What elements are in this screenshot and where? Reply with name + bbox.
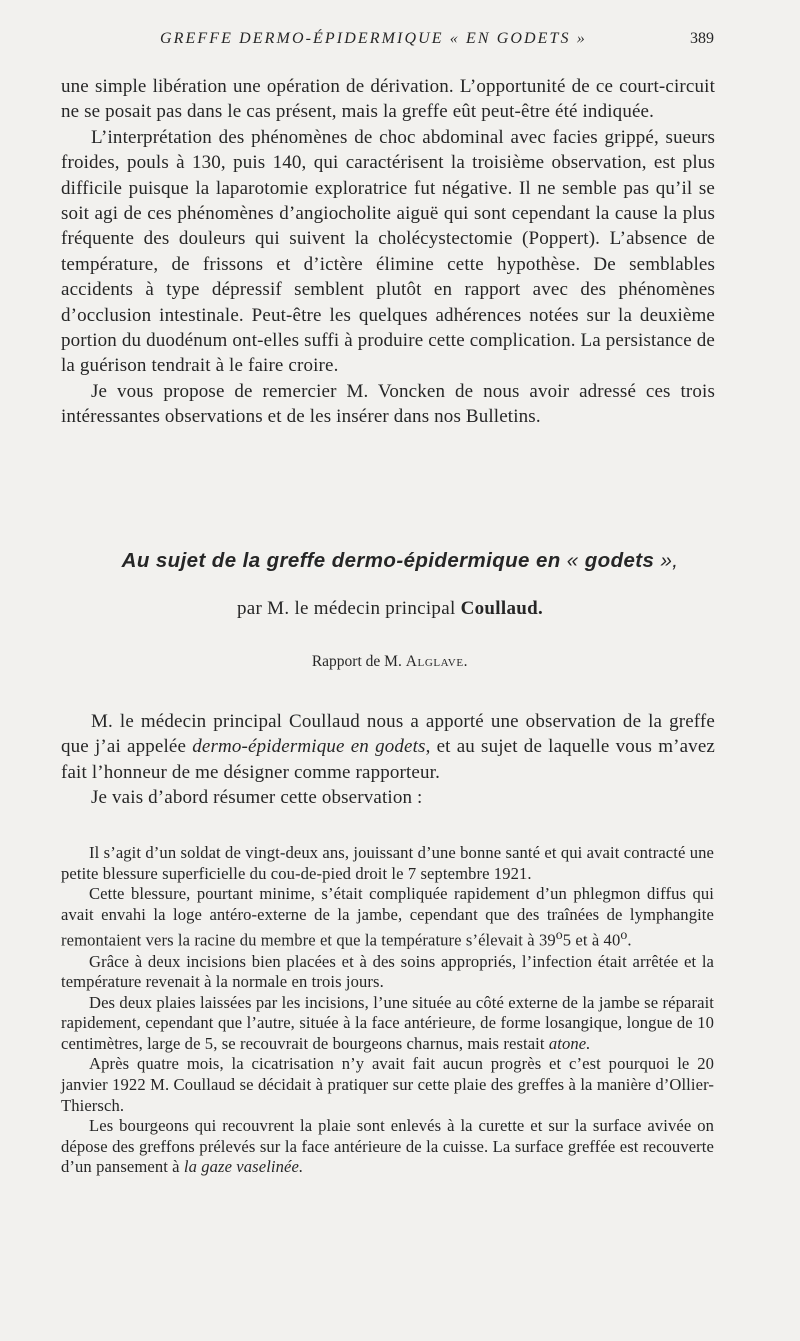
paragraph: Grâce à deux incisions bien placées et à des soins appropriés, l’infection était arrêtée et la température revenait à la normale en trois jours. [61,951,714,992]
text-run: 5 et à 40 [562,930,621,950]
article-title-text: Au sujet de la greffe dermo-épidermique en [121,549,561,572]
text-run: Les bourgeons qui recouvrent la plaie sont enlevés à la curette et sur la surface avivée on dépose des greffons prélevés sur la face antérieure de la cuisse. La surface greffée est recouverte d’un pansement à [61,1116,714,1177]
degree-mark: o [620,927,628,943]
paragraph [61,709,715,785]
text-run: Des deux plaies laissées par les incisions, l’une située au côté externe de la jambe se réparait rapidement, cependant que l’autre, située à la face antérieure, de forme losangique, longue de 10 centimètres, large de 5, se recouvrait de bourgeons charnus, mais restait [61,992,714,1053]
title-close-quote: », [660,549,679,572]
intro-italic: dermo-épidermique en godets [192,736,426,758]
report-intro-text [61,709,715,811]
paragraph: une simple libération une opération de dérivation. L’opportunité de ce court-circuit ne se posait pas dans le cas présent, mais la greffe eût peut-être été indiquée. [61,76,715,123]
observation-text [61,843,714,1178]
paragraph [61,1116,714,1178]
reporter-name: Alglave. [405,653,469,670]
report-line [0,653,780,671]
previous-report-text [61,74,715,430]
paragraph: Après quatre mois, la cicatrisation n’y avait fait aucun progrès et c’est pourquoi le 20 janvier 1922 M. Coullaud se décidait à pratiquer sur cette plaie des greffes à la manière d’Ollier-Thiersch. [61,1054,714,1115]
byline [0,598,780,620]
byline-prefix: par M. le médecin principal [236,598,456,619]
article-title [0,549,800,573]
title-open-quote: « [566,549,579,572]
paragraph: L’interprétation des phénomènes de choc abdominal avec facies grippé, sueurs froides, pouls à 130, puis 140, qui caractérisent la troisième observation, est plus difficile puisque la laparotomie exploratrice fut négative. Il ne semble pas qu’il se soit agi de ces phénomènes d’angiocholite aiguë qui sont cependant la cause la plus fréquente des douleurs qui suivent la cholécystectomie (Poppert). L’absence de température, de frissons et d’ictère élimine cette hypothèse. De semblables accidents à type dépressif semblent plutôt en rapport avec des phénomènes d’occlusion intestinale. Peut-être les quelques adhérences notées sur la deuxième portion du duodénum ont-elles suffi à produire cette complication. La persistance de la guérison tendrait à le faire croire. [61,126,715,377]
running-head: GREFFE DERMO-ÉPIDERMIQUE « EN GODETS » [160,30,587,47]
author-name: Coullaud. [460,598,544,619]
paragraph: Je vous propose de remercier M. Voncken de nous avoir adressé ces trois intéressantes observations et de les insérer dans nos Bulletins. [61,380,715,428]
italic-word: atone. [548,1033,591,1053]
italic-phrase: la gaze vaselinée. [183,1157,304,1177]
text-run: . [627,930,632,950]
degree-mark: o [555,927,563,943]
text-run: Cette blessure, pourtant minime, s’était compliquée rapidement d’un phlegmon diffus qui avait envahi la loge antéro-externe de la jambe, cependant que des traînées de lymphangite remontaient vers la racine du membre et que la température s’élevait à 39 [61,884,714,950]
article-title-quoted: godets [584,549,655,572]
page-number: 389 [690,30,714,47]
intro-text: M. le médecin principal Coullaud nous a apporté une observation de la greffe que j’ai appelée [61,711,715,758]
intro-text-end: , et au sujet de laquelle vous m’avez fait l’honneur de me désigner comme rapporteur. [61,736,716,783]
paragraph: Je vais d’abord résumer cette observation : [91,787,423,809]
paragraph [61,884,714,951]
paragraph: Il s’agit d’un soldat de vingt-deux ans, jouissant d’une bonne santé et qui avait contracté une petite blessure superficielle du cou-de-pied droit le 7 septembre 1921. [61,843,714,883]
paragraph [61,993,714,1055]
report-prefix: Rapport de M. [311,653,402,670]
